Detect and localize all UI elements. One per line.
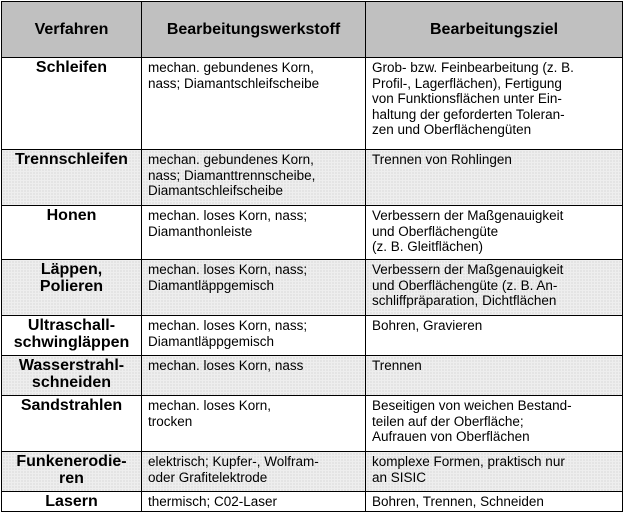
werkstoff-cell: mechan. loses Korn, nass; Diamantläppgemisch bbox=[142, 316, 366, 356]
werkstoff-cell: mechan. loses Korn, trocken bbox=[142, 396, 366, 452]
table-row bbox=[2, 396, 623, 452]
verfahren-cell: Trennschleifen bbox=[2, 150, 142, 206]
header-werkstoff: Bearbeitungswerkstoff bbox=[142, 2, 366, 58]
ziel-cell: komplexe Formen, praktisch nur an SISIC bbox=[366, 452, 623, 492]
verfahren-cell: Sandstrahlen bbox=[2, 396, 142, 452]
werkstoff-cell: mechan. loses Korn, nass; Diamanthonleiste bbox=[142, 206, 366, 260]
ziel-cell: Grob- bzw. Feinbearbeitung (z. B. Profil-, Lagerflächen), Fertigung von Funktionsflächen unter Ein- haltung der geforderten Toleran- zen und Oberflächengüten bbox=[366, 58, 623, 150]
verfahren-cell: Honen bbox=[2, 206, 142, 260]
header-row bbox=[2, 2, 623, 58]
table-row bbox=[2, 452, 623, 492]
werkstoff-cell: mechan. gebundenes Korn, nass; Diamanttrennscheibe, Diamantschleifscheibe bbox=[142, 150, 366, 206]
verfahren-cell: Funkenerodie- ren bbox=[2, 452, 142, 492]
header-verfahren: Verfahren bbox=[2, 2, 142, 58]
table-row bbox=[2, 492, 623, 512]
table-row bbox=[2, 206, 623, 260]
werkstoff-cell: mechan. gebundenes Korn, nass; Diamantschleifscheibe bbox=[142, 58, 366, 150]
ziel-cell: Trennen von Rohlingen bbox=[366, 150, 623, 206]
werkstoff-cell: mechan. loses Korn, nass; Diamantläppgemisch bbox=[142, 260, 366, 316]
ziel-cell: Verbessern der Maßgenauigkeit und Oberflächengüte (z. B. An- schliffpräparation, Dichtflächen bbox=[366, 260, 623, 316]
verfahren-cell: Läppen, Polieren bbox=[2, 260, 142, 316]
werkstoff-cell: mechan. loses Korn, nass bbox=[142, 356, 366, 396]
verfahren-cell: Lasern bbox=[2, 492, 142, 512]
table-row bbox=[2, 58, 623, 150]
header-ziel: Bearbeitungsziel bbox=[366, 2, 623, 58]
verfahren-cell: Ultraschall- schwingläppen bbox=[2, 316, 142, 356]
ziel-cell: Trennen bbox=[366, 356, 623, 396]
ziel-cell: Bohren, Gravieren bbox=[366, 316, 623, 356]
verfahren-table bbox=[1, 1, 623, 512]
table-row bbox=[2, 356, 623, 396]
verfahren-cell: Schleifen bbox=[2, 58, 142, 150]
ziel-cell: Beseitigen von weichen Bestand- teilen auf der Oberfläche; Aufrauen von Oberflächen bbox=[366, 396, 623, 452]
ziel-cell: Verbessern der Maßgenauigkeit und Oberflächengüte (z. B. Gleitflächen) bbox=[366, 206, 623, 260]
werkstoff-cell: elektrisch; Kupfer-, Wolfram- oder Grafitelektrode bbox=[142, 452, 366, 492]
verfahren-cell: Wasserstrahl- schneiden bbox=[2, 356, 142, 396]
table-row bbox=[2, 150, 623, 206]
table-row bbox=[2, 316, 623, 356]
table-row bbox=[2, 260, 623, 316]
werkstoff-cell: thermisch; C02-Laser bbox=[142, 492, 366, 512]
ziel-cell: Bohren, Trennen, Schneiden bbox=[366, 492, 623, 512]
